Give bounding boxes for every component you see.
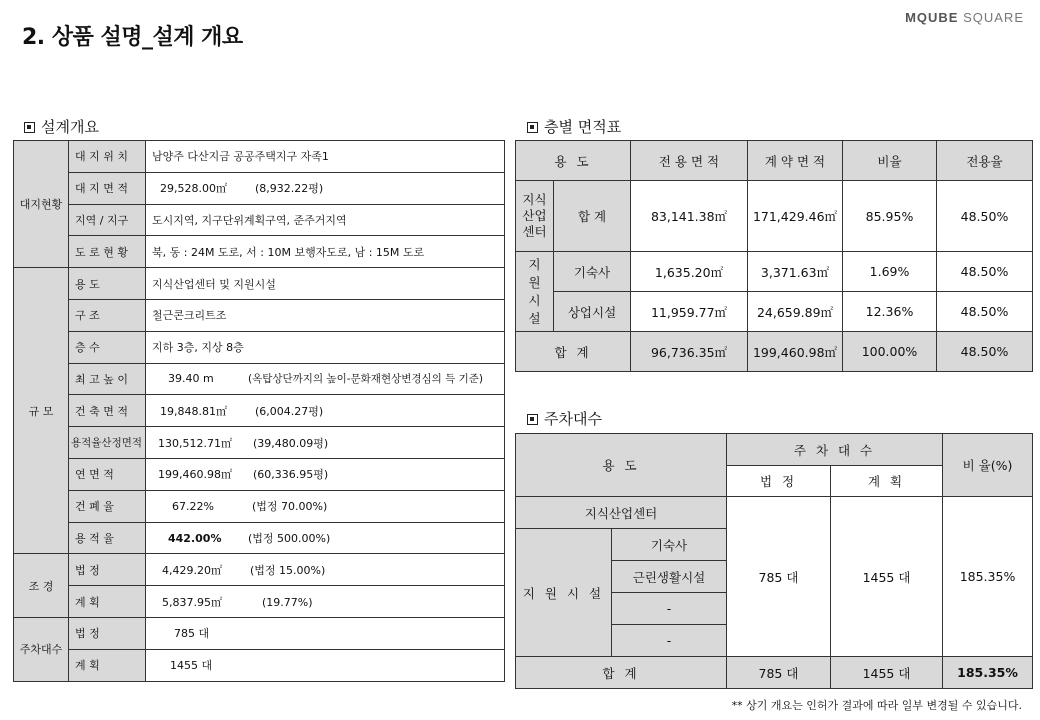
row-label: 대 지 위 치 — [69, 141, 146, 173]
table-row — [14, 554, 505, 586]
header-cell: 전용율 — [937, 141, 1033, 181]
table-row — [14, 268, 505, 300]
row-label: 계 획 — [69, 649, 146, 681]
table-total-row — [516, 332, 1033, 372]
square-bullet-icon — [527, 122, 538, 133]
header-cell: 용 도 — [516, 141, 631, 181]
section-floor-area — [527, 116, 621, 137]
square-bullet-icon — [24, 122, 35, 133]
table-row — [516, 252, 1033, 292]
row-label: 층 수 — [69, 331, 146, 363]
row-label: 법 정 — [69, 554, 146, 586]
row-value: 442.00% (법정 500.00%) — [146, 522, 505, 554]
group-scale: 규 모 — [14, 268, 69, 554]
row-label: 근린생활시설 — [612, 561, 727, 593]
cell-contract: 171,429.46㎡ — [748, 181, 843, 252]
row-value: 19,848.81㎡ (6,004.27평) — [146, 395, 505, 427]
cell-exclusive: 48.50% — [937, 181, 1033, 252]
header-cell: 용 도 — [516, 434, 727, 497]
table-row — [14, 331, 505, 363]
design-overview-table — [13, 140, 505, 682]
group-landscape: 조 경 — [14, 554, 69, 618]
row-value: 북, 동 : 24M 도로, 서 : 10M 보행자도로, 남 : 15M 도로 — [146, 236, 505, 268]
row-value: 지식산업센터 및 지원시설 — [146, 268, 505, 300]
section-title: 설계개요 — [41, 118, 99, 136]
table-row — [14, 458, 505, 490]
header-cell: 법 정 — [727, 466, 831, 497]
row-value: 도시지역, 지구단위계획구역, 준주거지역 — [146, 204, 505, 236]
cell-ratio: 1.69% — [843, 252, 937, 292]
header-cell: 전 용 면 적 — [631, 141, 748, 181]
row-label: 도 로 현 황 — [69, 236, 146, 268]
row-value: 지하 3층, 지상 8층 — [146, 331, 505, 363]
total-label: 합 계 — [516, 332, 631, 372]
row-label: 최 고 높 이 — [69, 363, 146, 395]
header-cell: 계 획 — [831, 466, 943, 497]
cell-contract: 24,659.89㎡ — [748, 292, 843, 332]
group-site: 대지현황 — [14, 141, 69, 268]
parking-table — [515, 433, 1033, 689]
brand-logo — [905, 10, 1024, 25]
row-label: 구 조 — [69, 299, 146, 331]
cell-ratio: 100.00% — [843, 332, 937, 372]
row-label: 용 적 율 — [69, 522, 146, 554]
table-row — [14, 363, 505, 395]
cell-net: 83,141.38㎡ — [631, 181, 748, 252]
table-row — [516, 181, 1033, 252]
table-row — [14, 586, 505, 618]
cell-plan: 1455 대 — [831, 657, 943, 689]
header-cell: 비 율(%) — [943, 434, 1033, 497]
row-label: 합 계 — [554, 181, 631, 252]
brand-bold: MQUBE — [905, 10, 959, 25]
table-header-row — [516, 434, 1033, 466]
row-value: 39.40 m (옥탑상단까지의 높이-문화재현상변경심의 득 기준) — [146, 363, 505, 395]
row-label: 기숙사 — [612, 529, 727, 561]
floor-area-table — [515, 140, 1033, 372]
row-label: - — [612, 625, 727, 657]
row-value: 130,512.71㎡ (39,480.09평) — [146, 427, 505, 459]
header-cell: 계 약 면 적 — [748, 141, 843, 181]
brand-light: SQUARE — [963, 10, 1024, 25]
footnote: ** 상기 개요는 인허가 결과에 따라 일부 변경될 수 있습니다. — [731, 699, 1022, 712]
row-label: - — [612, 593, 727, 625]
header-cell: 비율 — [843, 141, 937, 181]
page-title: 2. 상품 설명_설계 개요 — [22, 25, 243, 50]
square-bullet-icon — [527, 414, 538, 425]
row-value: 1455 대 — [146, 649, 505, 681]
row-label: 상업시설 — [554, 292, 631, 332]
row-value: 철근콘크리트조 — [146, 299, 505, 331]
group-parking: 주차대수 — [14, 617, 69, 681]
row-label: 대 지 면 적 — [69, 172, 146, 204]
table-row — [14, 617, 505, 649]
row-label: 건 축 면 적 — [69, 395, 146, 427]
table-row — [14, 522, 505, 554]
cell-contract: 3,371.63㎡ — [748, 252, 843, 292]
table-row — [14, 141, 505, 173]
table-row — [14, 299, 505, 331]
cell-ratio: 12.36% — [843, 292, 937, 332]
table-row — [516, 497, 1033, 529]
row-value: 남양주 다산지금 공공주택지구 자족1 — [146, 141, 505, 173]
cell-plan: 1455 대 — [831, 497, 943, 657]
row-label: 연 면 적 — [69, 458, 146, 490]
row-value: 4,429.20㎡ (법정 15.00%) — [146, 554, 505, 586]
total-label: 합 계 — [516, 657, 727, 689]
cell-legal: 785 대 — [727, 657, 831, 689]
table-row — [14, 236, 505, 268]
cell-contract: 199,460.98㎡ — [748, 332, 843, 372]
row-label: 지역 / 지구 — [69, 204, 146, 236]
cell-net: 96,736.35㎡ — [631, 332, 748, 372]
cell-exclusive: 48.50% — [937, 252, 1033, 292]
cell-exclusive: 48.50% — [937, 292, 1033, 332]
cell-net: 11,959.77㎡ — [631, 292, 748, 332]
table-total-row — [516, 657, 1033, 689]
group-label: 지식 산업 센터 — [516, 181, 554, 252]
row-label: 용 도 — [69, 268, 146, 300]
cell-exclusive: 48.50% — [937, 332, 1033, 372]
table-header-row — [516, 141, 1033, 181]
cell-ratio: 185.35% — [943, 657, 1033, 689]
table-row — [14, 204, 505, 236]
section-title: 층별 면적표 — [544, 118, 622, 136]
row-label: 기숙사 — [554, 252, 631, 292]
cell-ratio: 85.95% — [843, 181, 937, 252]
table-row — [516, 292, 1033, 332]
row-label: 법 정 — [69, 617, 146, 649]
row-label: 용적율산정면적 — [69, 427, 146, 459]
row-value: 785 대 — [146, 617, 505, 649]
cell-net: 1,635.20㎡ — [631, 252, 748, 292]
table-row — [14, 172, 505, 204]
row-value: 5,837.95㎡ (19.77%) — [146, 586, 505, 618]
table-row — [14, 395, 505, 427]
row-label: 건 폐 율 — [69, 490, 146, 522]
cell-legal: 785 대 — [727, 497, 831, 657]
cell-ratio: 185.35% — [943, 497, 1033, 657]
table-row — [14, 427, 505, 459]
row-value: 29,528.00㎡ (8,932.22평) — [146, 172, 505, 204]
row-value: 67.22% (법정 70.00%) — [146, 490, 505, 522]
section-title: 주차대수 — [544, 410, 602, 428]
row-label: 지식산업센터 — [516, 497, 727, 529]
section-design-overview — [24, 116, 99, 137]
group-label: 지원 시설 — [516, 252, 554, 332]
row-value: 199,460.98㎡ (60,336.95평) — [146, 458, 505, 490]
section-parking — [527, 408, 602, 429]
row-label: 계 획 — [69, 586, 146, 618]
header-cell: 주 차 대 수 — [727, 434, 943, 466]
table-row — [14, 649, 505, 681]
group-label: 지 원 시 설 — [516, 529, 612, 657]
table-row — [14, 490, 505, 522]
